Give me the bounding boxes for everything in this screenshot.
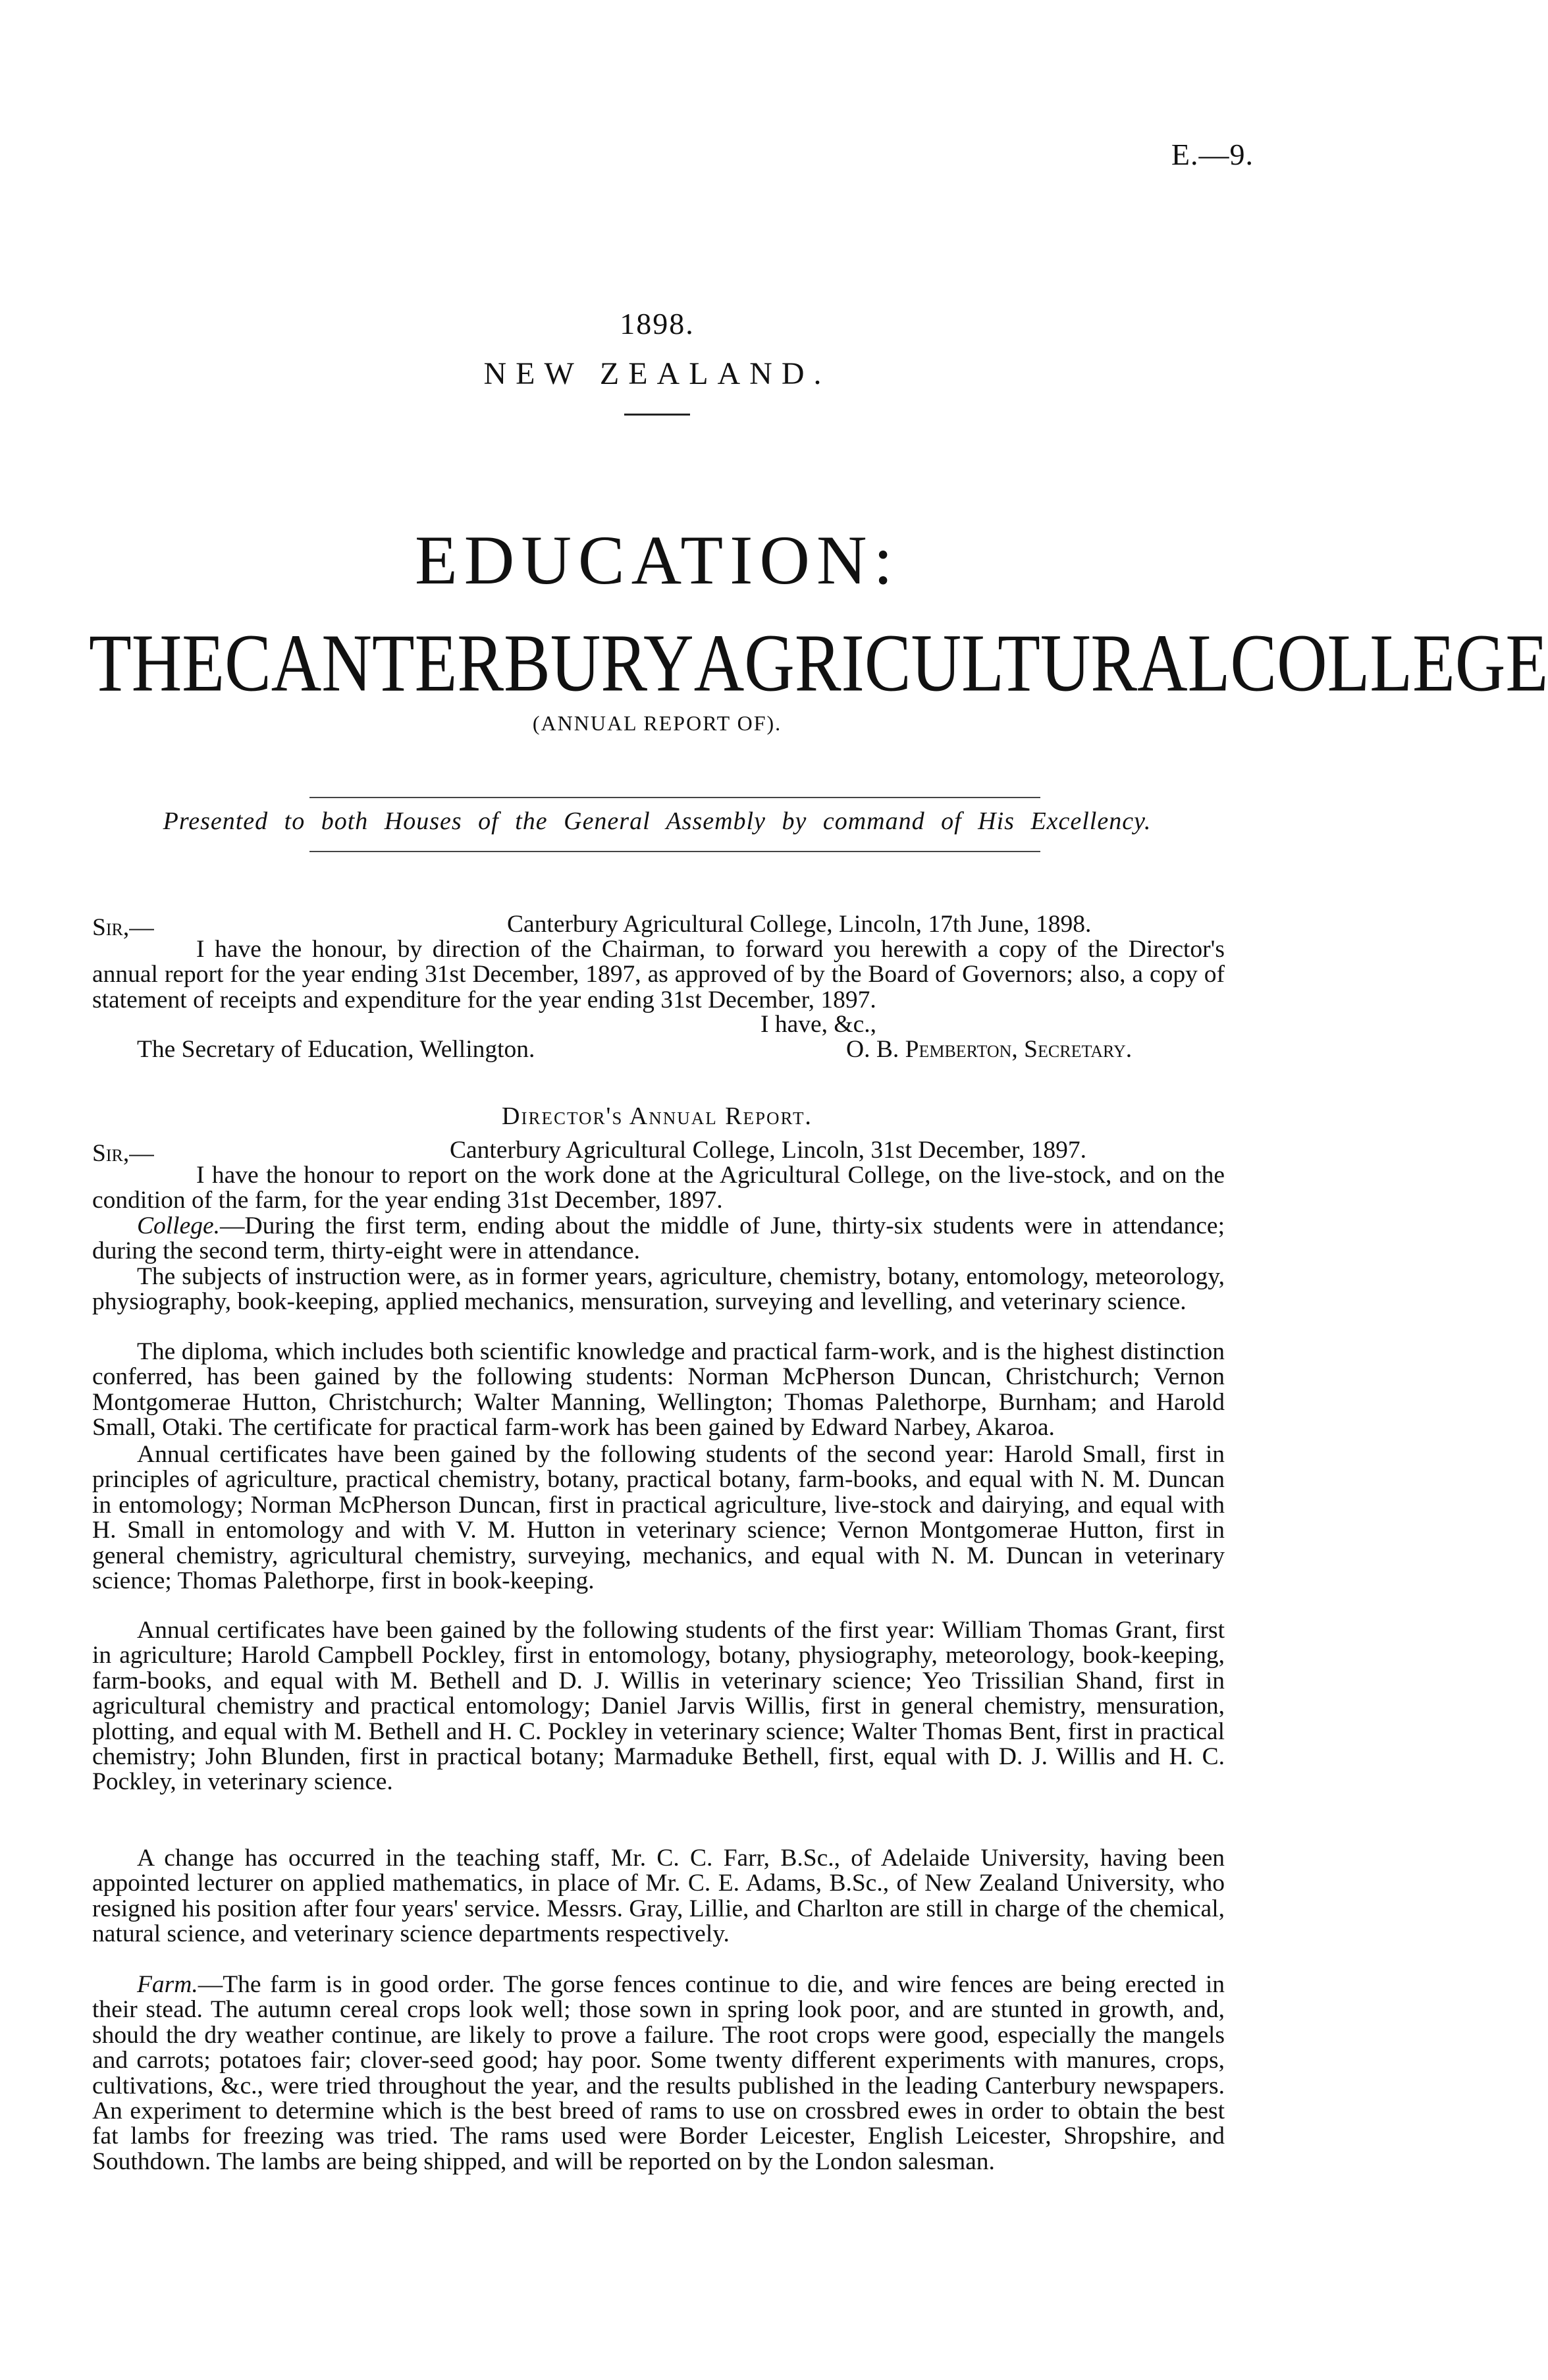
report-salutation: Sir,—	[92, 1140, 154, 1167]
letter-closing: I have, &c.,	[761, 1011, 876, 1038]
page-reference: E.—9.	[1171, 138, 1254, 171]
report-paragraph: I have the honour to report on the work done at the Agricultural College, on the live-stock, and on the condition of the farm, for the year ending 31st December, 1897.	[92, 1162, 1225, 1214]
report-paragraph: Annual certificates have been gained by the following students of the second year: Harold Small, first in principles of agriculture, practical chemistry, botany, practical botany, farm-books, and equal with N. M. Duncan in entomology; Norman McPherson Duncan, first in practical agriculture, live-stock and dairying, and equal with H. Small in entomology and with V. M. Hutton in veterinary science; Vernon Montgomerae Hutton, first in general chemistry, agricultural chemistry, surveying, mechanics, and equal with N. M. Duncan in veterinary science; Thomas Palethorpe, first in book-keeping.	[92, 1441, 1225, 1595]
country-heading: NEW ZEALAND.	[483, 356, 831, 391]
report-paragraph: The diploma, which includes both scientific knowledge and practical farm-work, and is the highest distinction conferred, has been gained by the following students: Norman McPherson Duncan, Christchurch; Vernon Montgomerae Hutton, Christchurch; Walter Manning, Wellington; Thomas Palethorpe, Burnham; and Harold Small, Otaki. The certificate for practical farm-work has been gained by Edward Narbey, Akaroa.	[92, 1338, 1225, 1442]
letter-salutation: Sir,—	[92, 914, 154, 941]
main-title: EDUCATION:	[415, 522, 899, 599]
side-head: College.	[137, 1212, 221, 1239]
title-word: THE	[89, 617, 225, 709]
report-paragraph-college: College.—During the first term, ending about the middle of June, thirty-six students were in attendance; during the second term, thirty-eight were in attendance.	[92, 1212, 1225, 1265]
report-heading: Director's Annual Report.	[502, 1102, 813, 1130]
divider-short	[624, 414, 690, 416]
presented-line: Presented to both Houses of the General Assembly by command of His Excellency.	[163, 807, 1152, 835]
report-paragraph: A change has occurred in the teaching staff, Mr. C. C. Farr, B.Sc., of Adelaide University, having been appointed lecturer on applied mathematics, in place of Mr. C. E. Adams, B.Sc., of New Zealand University, who resigned his position after four years' service. Messrs. Gray, Lillie, and Charlton are still in charge of the chemical, natural science, and veterinary science departments respectively.	[92, 1845, 1225, 1948]
letter-dateline: Canterbury Agricultural College, Lincoln, 17th June, 1898.	[507, 911, 1092, 938]
report-dateline: Canterbury Agricultural College, Lincoln, 31st December, 1897.	[450, 1137, 1086, 1164]
annual-report-subtitle: (ANNUAL REPORT OF).	[532, 711, 782, 735]
subtitle-college	[89, 616, 1548, 711]
divider-top	[309, 797, 1040, 798]
title-word: AGRICULTURAL	[693, 617, 1231, 709]
report-paragraph-farm: Farm.—The farm is in good order. The gorse fences continue to die, and wire fences are being erected in their stead. The autumn cereal crops look well; those sown in spring look poor, and are stunted in growth, and, should the dry weather continue, are likely to prove a failure. The root crops were good, especially the mangels and carrots; potatoes fair; clover-seed good; hay poor. Some twenty different experiments with manures, crops, cultivations, &c., were tried throughout the year, and the results published in the leading Canterbury newspapers. An experiment to determine which is the best breed of rams to use on crossbred ewes in order to obtain the best fat lambs for freezing was tried. The rams used were Border Leicester, English Leicester, Shropshire, and Southdown. The lambs are being shipped, and will be reported on by the London salesman.	[92, 1971, 1225, 2175]
report-year: 1898.	[620, 307, 695, 340]
letter-signature: O. B. Pemberton, Secretary.	[846, 1036, 1133, 1063]
title-word: COLLEGE	[1230, 617, 1548, 709]
title-word: CANTERBURY	[225, 617, 694, 709]
divider-bottom	[309, 851, 1040, 852]
report-paragraph: The subjects of instruction were, as in former years, agriculture, chemistry, botany, entomology, meteorology, physiography, book-keeping, applied mechanics, mensuration, surveying and levelling, and veterinary science.	[92, 1263, 1225, 1316]
letter-body: I have the honour, by direction of the Chairman, to forward you herewith a copy of the Director's annual report for the year ending 31st December, 1897, as approved of by the Board of Governors; also, a copy of statement of receipts and expenditure for the year ending 31st December, 1897.	[92, 936, 1225, 1014]
side-head: Farm.	[137, 1971, 198, 1998]
letter-addressee: The Secretary of Education, Wellington.	[137, 1036, 535, 1063]
report-paragraph: Annual certificates have been gained by the following students of the first year: William Thomas Grant, first in agriculture; Harold Campbell Pockley, first in entomology, botany, physiography, meteorology, book-keeping, farm-books, and equal with M. Bethell and D. J. Willis in veterinary science; Yeo Trissilian Shand, first in agricultural chemistry and practical entomology; Daniel Jarvis Willis, first in general chemistry, mensuration, plotting, and equal with M. Bethell and H. C. Pockley in veterinary science; Walter Thomas Bent, first in practical chemistry; John Blunden, first in practical botany; Marmaduke Bethell, first, equal with D. J. Willis and H. C. Pockley, in veterinary science.	[92, 1617, 1225, 1796]
